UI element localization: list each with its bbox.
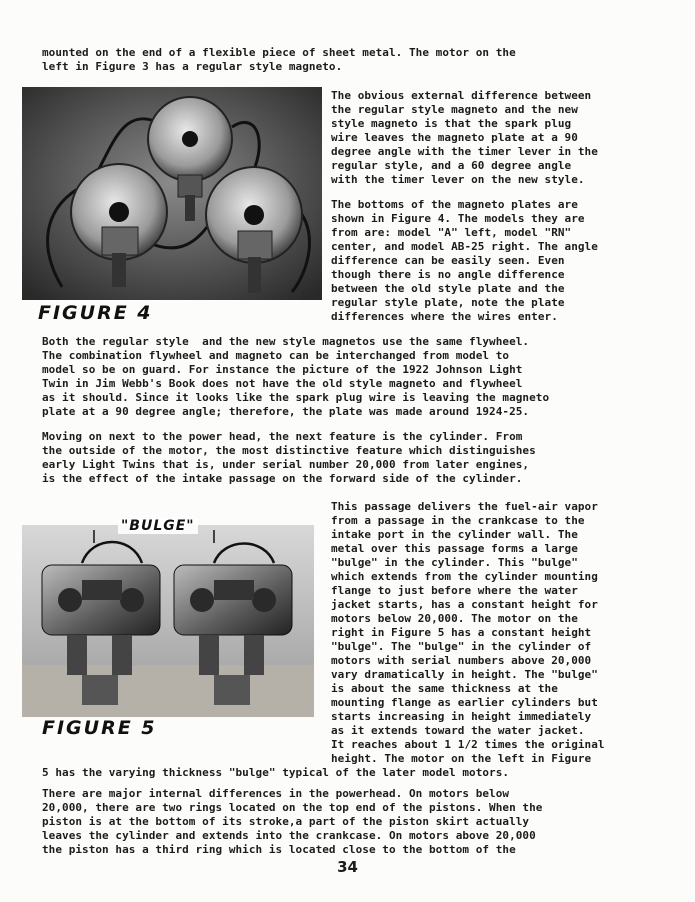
figure-5-photo — [22, 525, 314, 717]
text-line: plate at a 90 degree angle; therefore, the plate was made around 1924-25. — [42, 405, 530, 418]
text-line: The bottoms of the magneto plates are — [331, 198, 578, 211]
text-line: starts increasing in height immediately — [331, 710, 592, 723]
text-line: though there is no angle difference — [331, 268, 565, 281]
text-line: Twin in Jim Webb's Book does not have the old style magneto and flywheel — [42, 377, 523, 390]
text-line: The combination flywheel and magneto can be interchanged from model to — [42, 349, 510, 362]
text-line: regular style, and a 60 degree angle — [331, 159, 572, 172]
text-line: intake port in the cylinder wall. The — [331, 528, 578, 541]
text-line: as it extends toward the water jacket. — [331, 724, 585, 737]
text-line: is the effect of the intake passage on the forward side of the cylinder. — [42, 472, 523, 485]
text-line: motors with serial numbers above 20,000 — [331, 654, 592, 667]
text-line: degree angle with the timer lever in the — [331, 145, 598, 158]
text-line: flange to just before where the water — [331, 584, 578, 597]
text-line: the outside of the motor, the most distinctive feature which distinguishes — [42, 444, 536, 457]
text-line: as it should. Since it looks like the spark plug wire is leaving the magneto — [42, 391, 550, 404]
cylinder-comparison-image — [22, 525, 314, 717]
page-number: 34 — [337, 858, 358, 876]
text-line: jacket starts, has a constant height for — [331, 598, 598, 611]
figure-4-photo — [22, 87, 322, 300]
text-line: mounting flange as earlier cylinders but — [331, 696, 598, 709]
text-line: Both the regular style and the new style magnetos use the same flywheel. — [42, 335, 530, 348]
text-line: The obvious external difference between — [331, 89, 592, 102]
text-line: wire leaves the magneto plate at a 90 — [331, 131, 578, 144]
text-line: leaves the cylinder and extends into the crankcase. On motors above 20,000 — [42, 829, 536, 842]
text-line: 20,000, there are two rings located on the top end of the pistons. When the — [42, 801, 543, 814]
bulge-label: "BULGE" — [118, 518, 198, 534]
text-line: motors below 20,000. The motor on the — [331, 612, 578, 625]
text-line: which extends from the cylinder mounting — [331, 570, 598, 583]
text-line: differences where the wires enter. — [331, 310, 558, 323]
text-line: is about the same thickness at the — [331, 682, 558, 695]
text-line: regular style plate, note the plate — [331, 296, 565, 309]
text-line: from a passage in the crankcase to the — [331, 514, 585, 527]
text-line: difference can be easily seen. Even — [331, 254, 565, 267]
text-line: the regular style magneto and the new — [331, 103, 578, 116]
text-line: the piston has a third ring which is located close to the bottom of the — [42, 843, 516, 856]
text-line: There are major internal differences in the powerhead. On motors below — [42, 787, 510, 800]
text-line: 5 has the varying thickness "bulge" typical of the later model motors. — [42, 766, 510, 779]
text-line: Moving on next to the power head, the next feature is the cylinder. From — [42, 430, 523, 443]
text-line: "bulge". The "bulge" in the cylinder of — [331, 640, 592, 653]
text-line: center, and model AB-25 right. The angle — [331, 240, 598, 253]
text-line: This passage delivers the fuel-air vapor — [331, 500, 598, 513]
text-line: vary dramatically in height. The "bulge" — [331, 668, 598, 681]
text-line: piston is at the bottom of its stroke,a part of the piston skirt actually — [42, 815, 530, 828]
text-line: mounted on the end of a flexible piece of sheet metal. The motor on the — [42, 46, 516, 59]
text-line: shown in Figure 4. The models they are — [331, 212, 585, 225]
text-line: right in Figure 5 has a constant height — [331, 626, 592, 639]
text-line: It reaches about 1 1/2 times the original — [331, 738, 605, 751]
figure-4-caption: FIGURE 4 — [38, 302, 153, 324]
text-line: model so be on guard. For instance the picture of the 1922 Johnson Light — [42, 363, 523, 376]
text-line: "bulge" in the cylinder. This "bulge" — [331, 556, 578, 569]
text-line: left in Figure 3 has a regular style magneto. — [42, 60, 343, 73]
magneto-plates-image — [22, 87, 322, 300]
text-line: height. The motor on the left in Figure — [331, 752, 592, 765]
text-line: metal over this passage forms a large — [331, 542, 578, 555]
text-line: with the timer lever on the new style. — [331, 173, 585, 186]
text-line: from are: model "A" left, model "RN" — [331, 226, 572, 239]
text-line: between the old style plate and the — [331, 282, 565, 295]
figure-5-caption: FIGURE 5 — [42, 717, 157, 739]
text-line: style magneto is that the spark plug — [331, 117, 572, 130]
text-line: early Light Twins that is, under serial number 20,000 from later engines, — [42, 458, 530, 471]
